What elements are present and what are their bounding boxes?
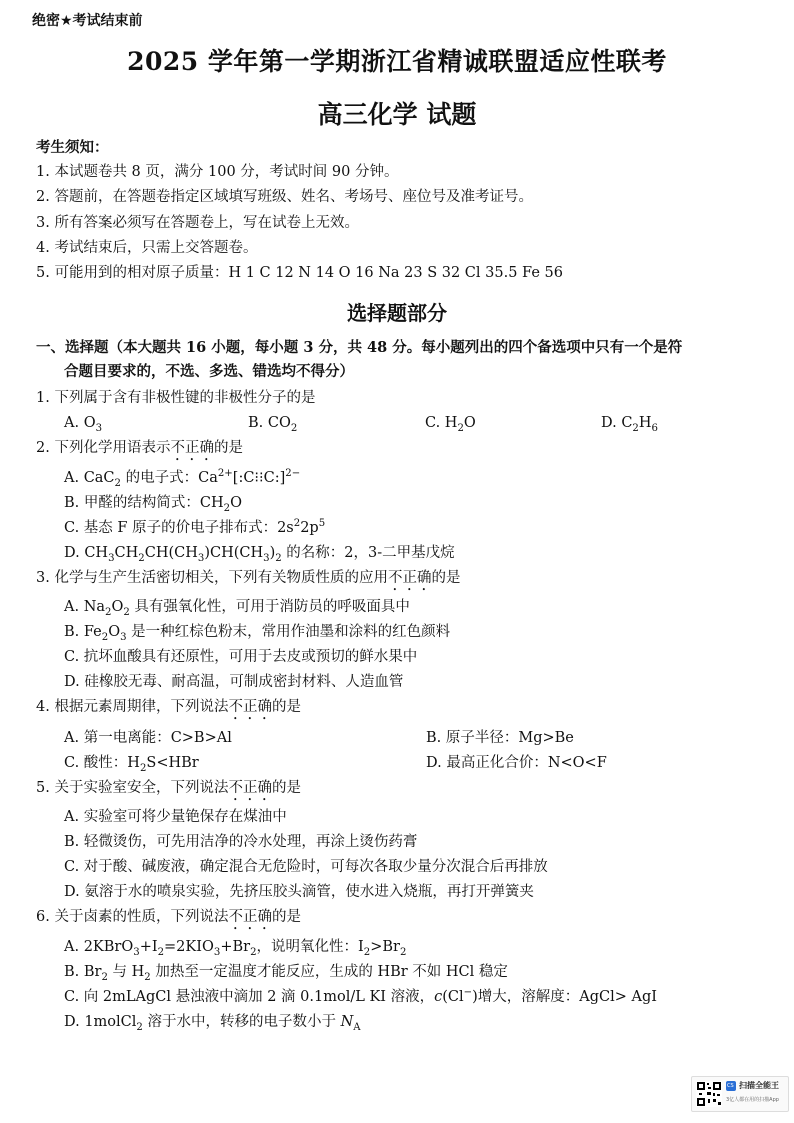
q1-option-a: A. $O_3$ bbox=[64, 415, 103, 434]
notice-item-3: 3. 所有答案必须写在答题卷上，写在试卷上无效。 bbox=[36, 215, 359, 231]
part1-instructions-line2: 合题目要求的，不选、多选、错选均不得分） bbox=[64, 363, 354, 380]
notice-item-2: 2. 答题前，在答题卷指定区域填写班级、姓名、考场号、座位号及准考证号。 bbox=[36, 189, 533, 205]
q1-option-d: D. $C_2H_6$ bbox=[601, 415, 658, 434]
q3-option-a: A. $Na_2O_2$ 具有强氧化性，可用于消防员的呼吸面具中 bbox=[64, 599, 410, 618]
scanner-app-name: 扫描全能王 bbox=[739, 1081, 779, 1090]
q2-option-b: B. 甲醛的结构简式：$CH_2O$ bbox=[64, 495, 242, 514]
exam-subtitle: 高三化学 试题 bbox=[317, 100, 477, 129]
q6-option-a: A. $2KBrO_3+I_2=2KIO_3+Br_2$，说明氧化性：$I_2>Br_2$ bbox=[64, 939, 407, 958]
q5-option-a: A. 实验室可将少量铯保存在煤油中 bbox=[64, 809, 287, 825]
q3-option-b: B. $Fe_2O_3$ 是一种红棕色粉末，常用作油墨和涂料的红色颜料 bbox=[64, 624, 451, 643]
q4-stem: 4. 根据元素周期律，下列说法不正确的是 bbox=[36, 699, 301, 715]
notice-heading: 考生须知： bbox=[36, 139, 109, 156]
part1-instructions-line1: 一、选择题（本大题共 16 小题，每小题 3 分，共 48 分。每小题列出的四个备选项中只有一个是符 bbox=[36, 339, 683, 356]
q1-stem: 1. 下列属于含有非极性键的非极性分子的是 bbox=[36, 390, 316, 406]
q2-stem: 2. 下列化学用语表示不正确的是 bbox=[36, 440, 243, 456]
notice-item-4: 4. 考试结束后，只需上交答题卷。 bbox=[36, 240, 258, 256]
camscanner-logo-icon: CS bbox=[726, 1081, 736, 1091]
q6-option-c: C. 向 2mLAgCl 悬浊液中滴加 2 滴 0.1mol/L KI 溶液，c(Cl−)增大，溶解度：AgCl> AgI bbox=[64, 987, 658, 1005]
scanner-tagline: 3亿人都在用的扫描App bbox=[726, 1097, 779, 1103]
notice-item-5: 5. 可能用到的相对原子质量：H 1 C 12 N 14 O 16 Na 23 S 32 Cl 35.5 Fe 56 bbox=[36, 265, 563, 281]
q4-option-b: B. 原子半径：Mg>Be bbox=[426, 730, 574, 746]
q6-stem: 6. 关于卤素的性质，下列说法不正确的是 bbox=[36, 909, 301, 925]
q2-option-c: C. 基态 F 原子的价电子排布式：$2s^22p^5$ bbox=[64, 518, 326, 536]
q5-option-c: C. 对于酸、碱废液，确定混合无危险时，可每次各取少量分次混合后再排放 bbox=[64, 859, 548, 875]
section-title: 选择题部分 bbox=[347, 301, 447, 325]
q3-stem: 3. 化学与生产生活密切相关，下列有关物质性质的应用不正确的是 bbox=[36, 570, 461, 586]
q5-stem: 5. 关于实验室安全，下列说法不正确的是 bbox=[36, 780, 301, 796]
q1-option-b: B. $CO_2$ bbox=[248, 415, 298, 434]
q4-option-c: C. 酸性：$H_2S<HBr$ bbox=[64, 755, 199, 774]
q2-option-a: A. CaC$_2$ 的电子式：$Ca^{2+}[:C⁝⁝C:]^{2-}$ bbox=[64, 468, 301, 489]
q6-option-b: B. $Br_2$ 与 $H_2$ 加热至一定温度才能反应，生成的 HBr 不如 HCl 稳定 bbox=[64, 964, 508, 983]
q3-option-d: D. 硅橡胶无毒、耐高温，可制成密封材料、人造血管 bbox=[64, 674, 404, 690]
qr-code-icon bbox=[696, 1081, 722, 1107]
q5-option-d: D. 氨溶于水的喷泉实验，先挤压胶头滴管，使水进入烧瓶，再打开弹簧夹 bbox=[64, 884, 534, 900]
q5-option-b: B. 轻微烫伤，可先用洁净的冷水处理，再涂上烫伤药膏 bbox=[64, 834, 418, 850]
confidential-label: 绝密★考试结束前 bbox=[32, 13, 143, 29]
q2-option-d: D. $CH_3CH_2CH(CH_3)CH(CH_3)_2$ 的名称：2，3-二甲基戊烷 bbox=[64, 545, 455, 564]
exam-title: 2025 学年第一学期浙江省精诚联盟适应性联考 bbox=[127, 47, 667, 76]
q6-option-d: D. 1molCl$_2$ 溶于水中，转移的电子数小于 $N_A$ bbox=[64, 1014, 361, 1033]
q3-option-c: C. 抗坏血酸具有还原性，可用于去皮或预切的鲜水果中 bbox=[64, 649, 418, 665]
q1-option-c: C. $H_2O$ bbox=[425, 415, 476, 434]
q4-option-d: D. 最高正化合价：N<O<F bbox=[426, 755, 607, 771]
notice-item-1: 1. 本试题卷共 8 页，满分 100 分，考试时间 90 分钟。 bbox=[36, 164, 399, 180]
q4-option-a: A. 第一电离能：C>B>Al bbox=[64, 730, 232, 746]
scanner-watermark bbox=[691, 1076, 789, 1112]
